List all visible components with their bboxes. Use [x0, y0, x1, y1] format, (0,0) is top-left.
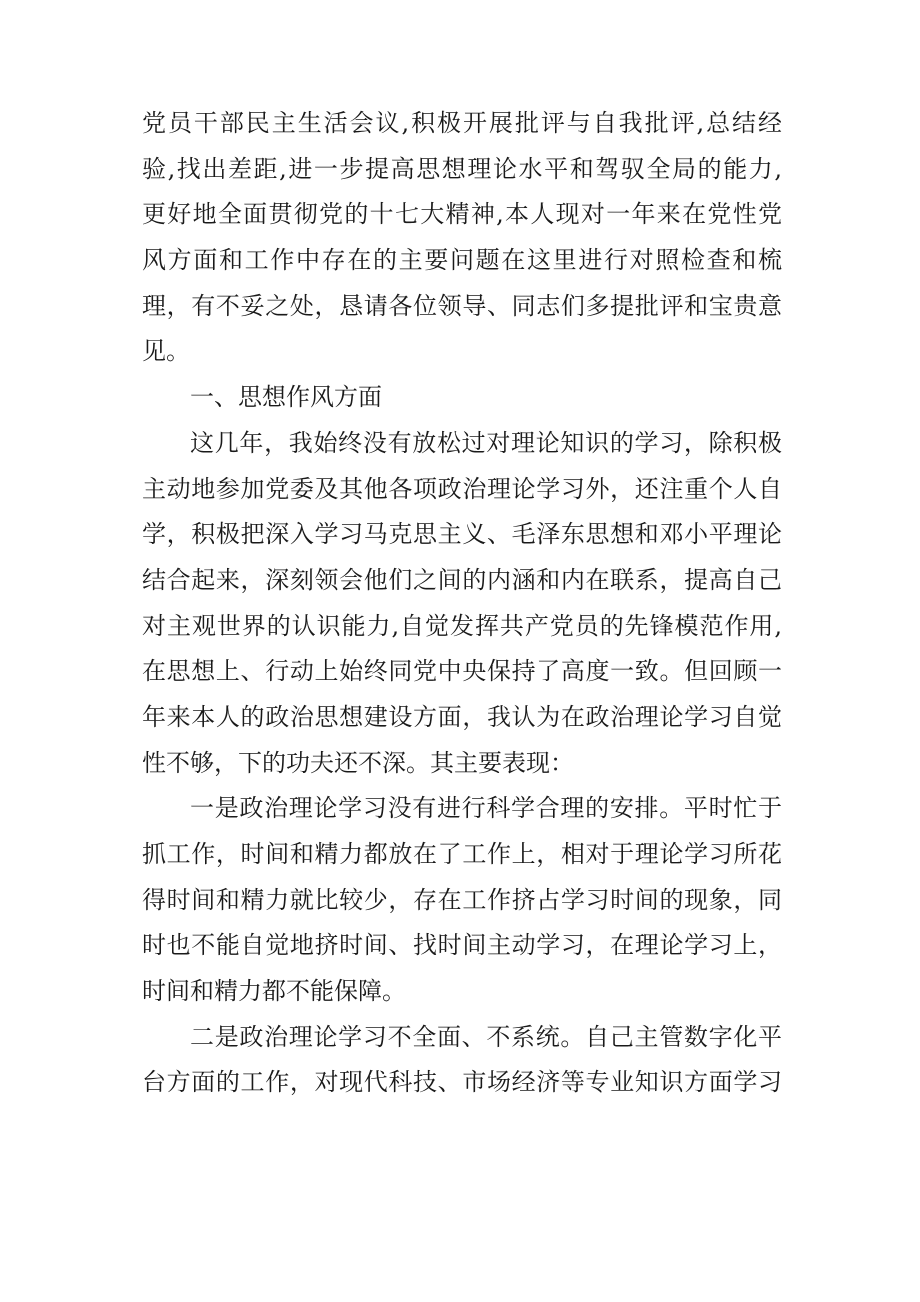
section-heading-text: 一、思想作风方面: [190, 383, 382, 412]
section-heading: [142, 375, 782, 421]
text-line: 年来本人的政治思想建设方面，我认为在政治理论学习自觉: [142, 702, 782, 731]
text-line: 一是政治理论学习没有进行科学合理的安排。平时忙于: [190, 794, 782, 823]
paragraph-thought-style: [142, 421, 782, 787]
text-line: 这几年，我始终没有放松过对理论知识的学习，除积极: [190, 428, 782, 457]
text-line: 时间和精力都不能保障。: [142, 977, 406, 1006]
document-body: [142, 101, 782, 1106]
text-line: 见。: [142, 337, 190, 366]
text-line: 风方面和工作中存在的主要问题在这里进行对照检查和梳: [142, 246, 782, 275]
text-line: 党员干部民主生活会议,积极开展批评与自我批评,总结经: [142, 109, 782, 137]
text-line: 主动地参加党委及其他各项政治理论学习外，还注重个人自: [142, 474, 782, 503]
text-line: 在思想上、行动上始终同党中央保持了高度一致。但回顾一: [142, 657, 782, 686]
text-line: 更好地全面贯彻党的十七大精神,本人现对一年来在党性党: [142, 200, 782, 229]
text-line: 对主观世界的认识能力,自觉发挥共产党员的先锋模范作用,: [142, 611, 782, 640]
paragraph-point-two: [142, 1015, 782, 1106]
text-line: 台方面的工作，对现代科技、市场经济等专业知识方面学习: [142, 1068, 782, 1097]
text-line: 理，有不妥之处，恳请各位领导、同志们多提批评和宝贵意: [142, 291, 782, 320]
text-line: 得时间和精力就比较少，存在工作挤占学习时间的现象，同: [142, 885, 782, 914]
text-line: 结合起来，深刻领会他们之间的内涵和内在联系，提高自己: [142, 565, 782, 594]
text-line: 学，积极把深入学习马克思主义、毛泽东思想和邓小平理论: [142, 520, 782, 549]
text-line: 时也不能自觉地挤时间、找时间主动学习，在理论学习上，: [142, 931, 782, 960]
paragraph-intro: [142, 101, 782, 375]
text-line: 性不够，下的功夫还不深。其主要表现：: [142, 748, 574, 777]
text-line: 抓工作，时间和精力都放在了工作上，相对于理论学习所花: [142, 840, 782, 868]
text-line: 验,找出差距,进一步提高思想理论水平和驾驭全局的能力,: [142, 154, 782, 183]
text-line: 二是政治理论学习不全面、不系统。自己主管数字化平: [190, 1022, 782, 1051]
paragraph-point-one: [142, 786, 782, 1014]
